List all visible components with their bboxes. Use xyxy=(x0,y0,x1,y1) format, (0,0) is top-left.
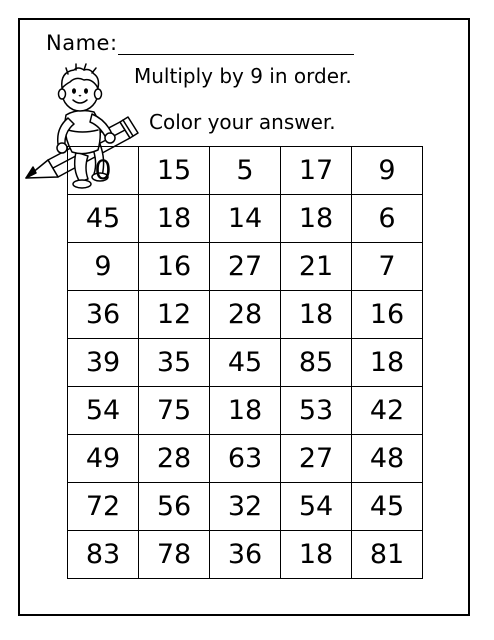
name-line[interactable] xyxy=(118,54,354,55)
instruction-color: Color your answer. xyxy=(149,110,336,134)
grid-cell[interactable]: 54 xyxy=(281,483,352,531)
grid-cell[interactable]: 18 xyxy=(281,291,352,339)
grid-cell[interactable]: 17 xyxy=(281,147,352,195)
grid-cell[interactable]: 42 xyxy=(352,387,423,435)
grid-cell[interactable]: 9 xyxy=(68,243,139,291)
grid-cell[interactable]: 83 xyxy=(68,531,139,579)
grid-cell[interactable]: 5 xyxy=(210,147,281,195)
grid-cell[interactable]: 45 xyxy=(210,339,281,387)
grid-cell[interactable]: 28 xyxy=(210,291,281,339)
instruction-multiply: Multiply by 9 in order. xyxy=(134,64,352,88)
grid-cell[interactable]: 48 xyxy=(352,435,423,483)
grid-row xyxy=(68,147,423,195)
grid-cell[interactable]: 27 xyxy=(210,243,281,291)
grid-row xyxy=(68,339,423,387)
name-label: Name: xyxy=(46,31,118,55)
grid-cell[interactable]: 81 xyxy=(352,531,423,579)
grid-cell[interactable]: 45 xyxy=(68,195,139,243)
grid-cell[interactable]: 53 xyxy=(281,387,352,435)
grid-cell[interactable]: 54 xyxy=(68,387,139,435)
grid-row xyxy=(68,435,423,483)
grid-cell[interactable]: 18 xyxy=(281,195,352,243)
grid-cell[interactable]: 56 xyxy=(139,483,210,531)
number-grid xyxy=(67,146,423,579)
grid-cell[interactable]: 49 xyxy=(68,435,139,483)
grid-cell[interactable]: 7 xyxy=(352,243,423,291)
grid-cell[interactable]: 18 xyxy=(281,531,352,579)
grid-cell[interactable]: 15 xyxy=(139,147,210,195)
grid-cell[interactable]: 36 xyxy=(68,291,139,339)
grid-row xyxy=(68,387,423,435)
grid-cell[interactable]: 18 xyxy=(139,195,210,243)
grid-cell[interactable]: 16 xyxy=(352,291,423,339)
grid-cell[interactable]: 27 xyxy=(281,435,352,483)
grid-row xyxy=(68,195,423,243)
grid-cell[interactable]: 39 xyxy=(68,339,139,387)
grid-row xyxy=(68,291,423,339)
grid-cell[interactable]: 0 xyxy=(68,147,139,195)
grid-row xyxy=(68,483,423,531)
grid-cell[interactable]: 6 xyxy=(352,195,423,243)
grid-cell[interactable]: 36 xyxy=(210,531,281,579)
grid-cell[interactable]: 18 xyxy=(352,339,423,387)
grid-cell[interactable]: 78 xyxy=(139,531,210,579)
grid-cell[interactable]: 12 xyxy=(139,291,210,339)
grid-cell[interactable]: 28 xyxy=(139,435,210,483)
grid-cell[interactable]: 9 xyxy=(352,147,423,195)
grid-cell[interactable]: 16 xyxy=(139,243,210,291)
grid-cell[interactable]: 63 xyxy=(210,435,281,483)
grid-cell[interactable]: 35 xyxy=(139,339,210,387)
grid-cell[interactable]: 85 xyxy=(281,339,352,387)
grid-cell[interactable]: 45 xyxy=(352,483,423,531)
grid-cell[interactable]: 72 xyxy=(68,483,139,531)
grid-cell[interactable]: 32 xyxy=(210,483,281,531)
grid-row xyxy=(68,243,423,291)
grid-cell[interactable]: 18 xyxy=(210,387,281,435)
grid-row xyxy=(68,531,423,579)
grid-cell[interactable]: 14 xyxy=(210,195,281,243)
grid-cell[interactable]: 75 xyxy=(139,387,210,435)
grid-cell[interactable]: 21 xyxy=(281,243,352,291)
